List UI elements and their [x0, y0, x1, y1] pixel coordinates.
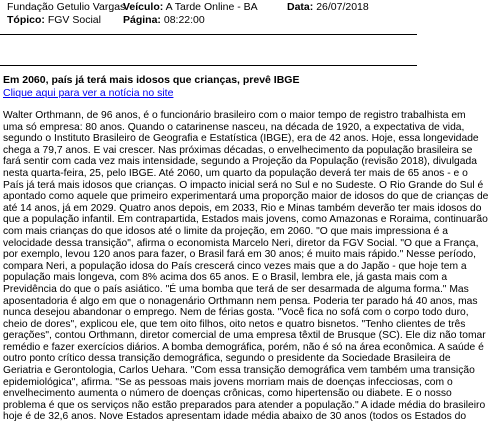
article-line: que a população infantil. Em contrapartida, Estados mais jovens, como Amazonas e Roraima, continuarão: [3, 214, 488, 226]
article-line: com mais crianças do que idosos até o limite da projeção, em 2060. "O que mais impressiona é a: [3, 225, 448, 237]
article-line: compara Neri, a população idosa do País crescerá cinco vezes mais que a do Japão - que hoje tem a: [3, 260, 467, 272]
date-value: 26/07/2018: [316, 1, 369, 13]
page-label: Página:: [123, 14, 161, 26]
article-line: remédio e fazer exercícios diários. A bomba demográfica, porém, não é só na área econômica. A saúde é: [3, 341, 484, 353]
page-value: 08:22:00: [163, 14, 205, 26]
article-headline: Em 2060, país já terá mais idosos que crianças, prevê IBGE: [3, 74, 300, 86]
topic-value: FGV Social: [47, 14, 101, 26]
view-on-site-link[interactable]: Clique aqui para ver a notícia no site: [3, 87, 174, 99]
article-line: hoje é de 32,6 anos. Nove Estados apresentam idade média abaixo de 30 anos (todos os Estados do: [3, 411, 467, 423]
article-line: segundo o Instituto Brasileiro de Geografia e Estatística (IBGE), era de 42 anos. Hoje, essa longevidade: [3, 133, 479, 145]
article-line: chega a 79,7 anos. E vai crescer. Nas próximas décadas, o envelhecimento da população brasileira se: [3, 144, 473, 156]
vehicle-label: Veículo:: [123, 1, 164, 13]
article-line: fará sentir com cada vez mais intensidade, segundo a Projeção da População (revisão 2018), divulgada: [3, 156, 477, 168]
article-line: Walter Orthmann, de 96 anos, é o funcionário brasileiro com o maior tempo de registro trabalhista em: [3, 110, 466, 121]
page-field: [123, 14, 205, 27]
article-line: aposentadoria é algo em que o nonagenário Orthmann nem pensa. Poderia ter parado há 40 anos, mas: [3, 295, 478, 307]
topic-field: [7, 14, 101, 27]
article-line: nesta quarta-feira, 25, pelo IBGE. Até 2060, um quarto da população deverá ter mais de 65 anos - e o: [3, 167, 468, 179]
date-label: Data:: [287, 1, 314, 13]
article-line: apontado como aquele que primeiro experimentará uma proporção maior de idosos do que de crianças de: [3, 191, 488, 203]
article-line: nunca desejou abandonar o emprego. Nem de férias gosta. "Você fica no sofá com o corpo todo duro,: [3, 307, 469, 319]
divider-bottom: [0, 65, 417, 66]
article-line: por exemplo, levou 120 anos para fazer, o Brasil fará em 30 anos; é muito mais rápido." Nesse período,: [3, 249, 476, 261]
article-line: velocidade dessa transição", afirma o economista Marcelo Neri, diretor da FGV Social. "O que a França,: [3, 237, 479, 249]
article-line: cheio de dores", explicou ele, que tem oito filhos, oito netos e quatro bisnetos. "Tenho clientes de três: [3, 318, 466, 330]
source-value: Fundação Getulio Vargas: [7, 1, 126, 13]
article-line: envelhecimento aumenta o número de doenças crônicas, como hipertensão ou diabete. E o nosso: [3, 388, 452, 400]
article-line: gerações", contou Orthmann, diretor comercial de uma empresa têxtil de Brusque (SC). Ele diz não tomar: [3, 330, 486, 342]
article-line: população mais longeva, com 8% acima dos 65 anos. E o Brasil, lembra ele, já gasta mais com a: [3, 272, 448, 284]
article-line: Previdência do que o país asiático. "É uma bomba que terá de ser desarmada de alguma forma." Mas: [3, 283, 469, 295]
divider-top: [0, 34, 417, 35]
article-body: [3, 110, 488, 423]
article-line: problema é que os serviços não estão preparados para atender a população." A idade média do brasileiro: [3, 399, 486, 411]
article-line: outro ponto crítico dessa transição demográfica, segundo o presidente da Sociedade Brasileira de: [3, 353, 451, 365]
article-line: uma só empresa: 80 anos. Quando o catarinense nasceu, na década de 1920, a expectativa de vida,: [3, 121, 465, 133]
vehicle-field: [123, 1, 258, 14]
article-line: epidemiológica", afirma. "Se as pessoas mais jovens morriam mais de doenças infecciosas, com o: [3, 376, 453, 388]
date-field: [287, 1, 369, 14]
article-line: País já terá mais idosos que crianças. O impacto inicial será no Sul e no Sudeste. O Rio Grande do Sul é: [3, 179, 484, 191]
topic-label: Tópico:: [7, 14, 45, 26]
article-line: Geriatria e Gerontologia, Carlos Uehara. "Com essa transição demográfica vem também uma transição: [3, 365, 475, 377]
vehicle-value: A Tarde Online - BA: [165, 1, 258, 13]
article-line: até 14 anos, já em 2029. Quatro anos depois, em 2033, Rio e Minas também deverão ter mais idosos do: [3, 202, 482, 214]
